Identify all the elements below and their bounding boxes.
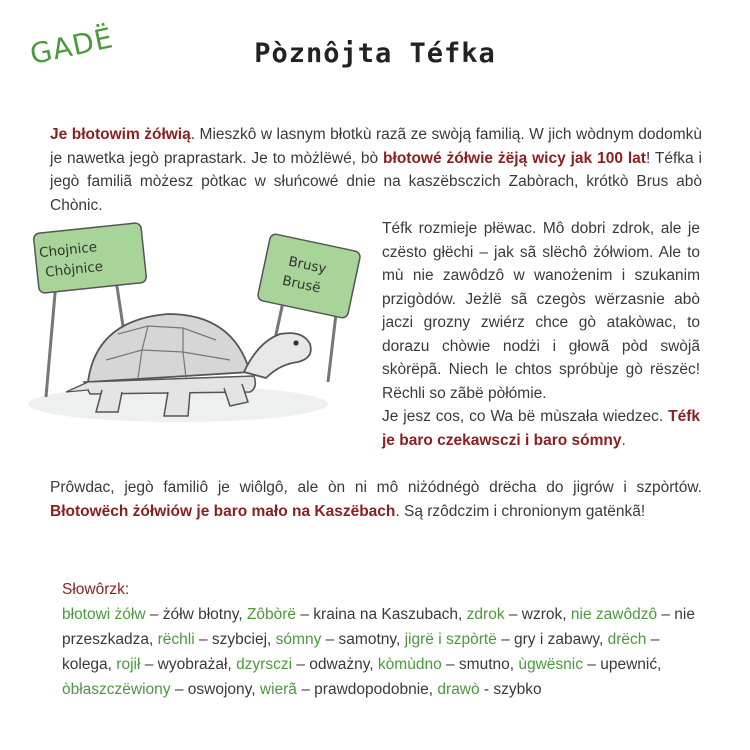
glossary: [62, 577, 702, 702]
glossary-term: ùgwësnic: [518, 656, 583, 673]
sign-right-line1: Brusy: [286, 253, 328, 278]
glossary-definition: – prawdopodobnie,: [296, 681, 438, 698]
glossary-term: òbłaszczëwiony: [62, 681, 171, 698]
glossary-definition: – kraina na Kaszubach,: [296, 606, 467, 623]
glossary-term: rëchli: [157, 631, 195, 648]
body-text: . Są rzôdczim i chronionym gatënkã!: [395, 502, 646, 520]
highlight-text: Je błotowim żółwią: [50, 126, 191, 143]
glossary-definition: – szybciej,: [194, 631, 276, 648]
glossary-term: zdrok: [466, 606, 505, 623]
body-text: Prôwdac, jegò familiô je wiôlgô, ale òn ni mô niżódnégò drëcha do jigrów i szpòrtów.: [50, 479, 702, 496]
glossary-term: nie zawôdzô: [570, 606, 658, 623]
glossary-definition: – oswojony,: [170, 681, 260, 698]
paragraph-conclusion: [50, 476, 702, 523]
glossary-title: Słowôrzk:: [62, 581, 130, 598]
glossary-definition: – wzrok,: [504, 606, 571, 623]
glossary-definition: – upewnić,: [583, 656, 662, 673]
glossary-definition: – kolega,: [62, 631, 660, 673]
sign-left-line1: Chojnice: [38, 239, 98, 262]
sign-right-line2: Brusë: [280, 272, 323, 297]
body-text: . Mieszkô w lasnym błotkù razã ze swòją familią. W jich wòdnym dodomkù je nawetka jegò praprastark. Je to mòżlëwé, bò: [50, 126, 702, 167]
glossary-term: kòmùdno: [377, 656, 442, 673]
page-title: Pòznôjta Téfka: [254, 38, 496, 69]
glossary-term: drawò: [437, 681, 480, 698]
glossary-definition: – gry i zabawy,: [496, 631, 608, 648]
glossary-term: błotowi żółw: [62, 606, 146, 623]
sign-left-line2: Chòjnice: [44, 258, 104, 281]
body-text: .: [621, 431, 626, 449]
glossary-definition: – żółw błotny,: [145, 606, 247, 623]
glossary-body: [62, 602, 702, 702]
glossary-definition: – wyobrażał,: [140, 656, 237, 673]
glossary-term: jigrë i szpòrtë: [404, 631, 497, 648]
highlight-text: Téfk je baro czekawsczi i baro sómny: [382, 408, 700, 449]
glossary-term: rojił: [116, 656, 141, 673]
glossary-term: wierã: [259, 681, 297, 698]
glossary-definition: - szybko: [479, 681, 542, 698]
paragraph-description: [382, 217, 700, 452]
highlight-text: błotowé żółwie żëją wicy jak 100 lat: [383, 149, 646, 167]
glossary-definition: – samotny,: [321, 631, 405, 648]
glossary-term: Zôbòrë: [246, 606, 297, 623]
gade-label: GADË: [27, 21, 117, 71]
highlight-text: Błotowëch żółwiów je baro mało na Kaszëbach: [50, 502, 396, 520]
glossary-term: drëch: [607, 631, 647, 648]
body-text: Téfk rozmieje płëwac. Mô dobri zdrok, ale je czësto głëchi – jak sã slëchô żółwiom. Ale to mù nie zawôdzô w wanożenim i szukanim przigòdów. Jeżlë sã czegòs wërzasnie abò jaczi grozny zwiérz chce gò atakòwac, to dorazu chòwie nodżi i głowã pòd swòjã skòrëpã. Niech le chtos spróbùje gò rëszëc! Rëchli so zãbë pòłómie.: [382, 220, 700, 402]
turtle-illustration: [18, 222, 378, 427]
body-text: Je jesz cos, co Wa bë mùszała wiedzec.: [382, 408, 664, 425]
body-text: ! Téfka i jegò familiã mòżesz pòtkac w słuńcowé dnie na kaszëbsczich Zabòrach, krótkò Brus abò Chònic.: [50, 149, 702, 214]
paragraph-intro: [50, 123, 702, 217]
glossary-definition: – nie przeszkadza,: [62, 606, 695, 648]
glossary-definition: – odważny,: [292, 656, 378, 673]
glossary-term: dzyrsczi: [236, 656, 293, 673]
turtle-signs-drawing: [18, 222, 378, 427]
glossary-term: sómny: [275, 631, 322, 648]
glossary-definition: – smutno,: [441, 656, 519, 673]
